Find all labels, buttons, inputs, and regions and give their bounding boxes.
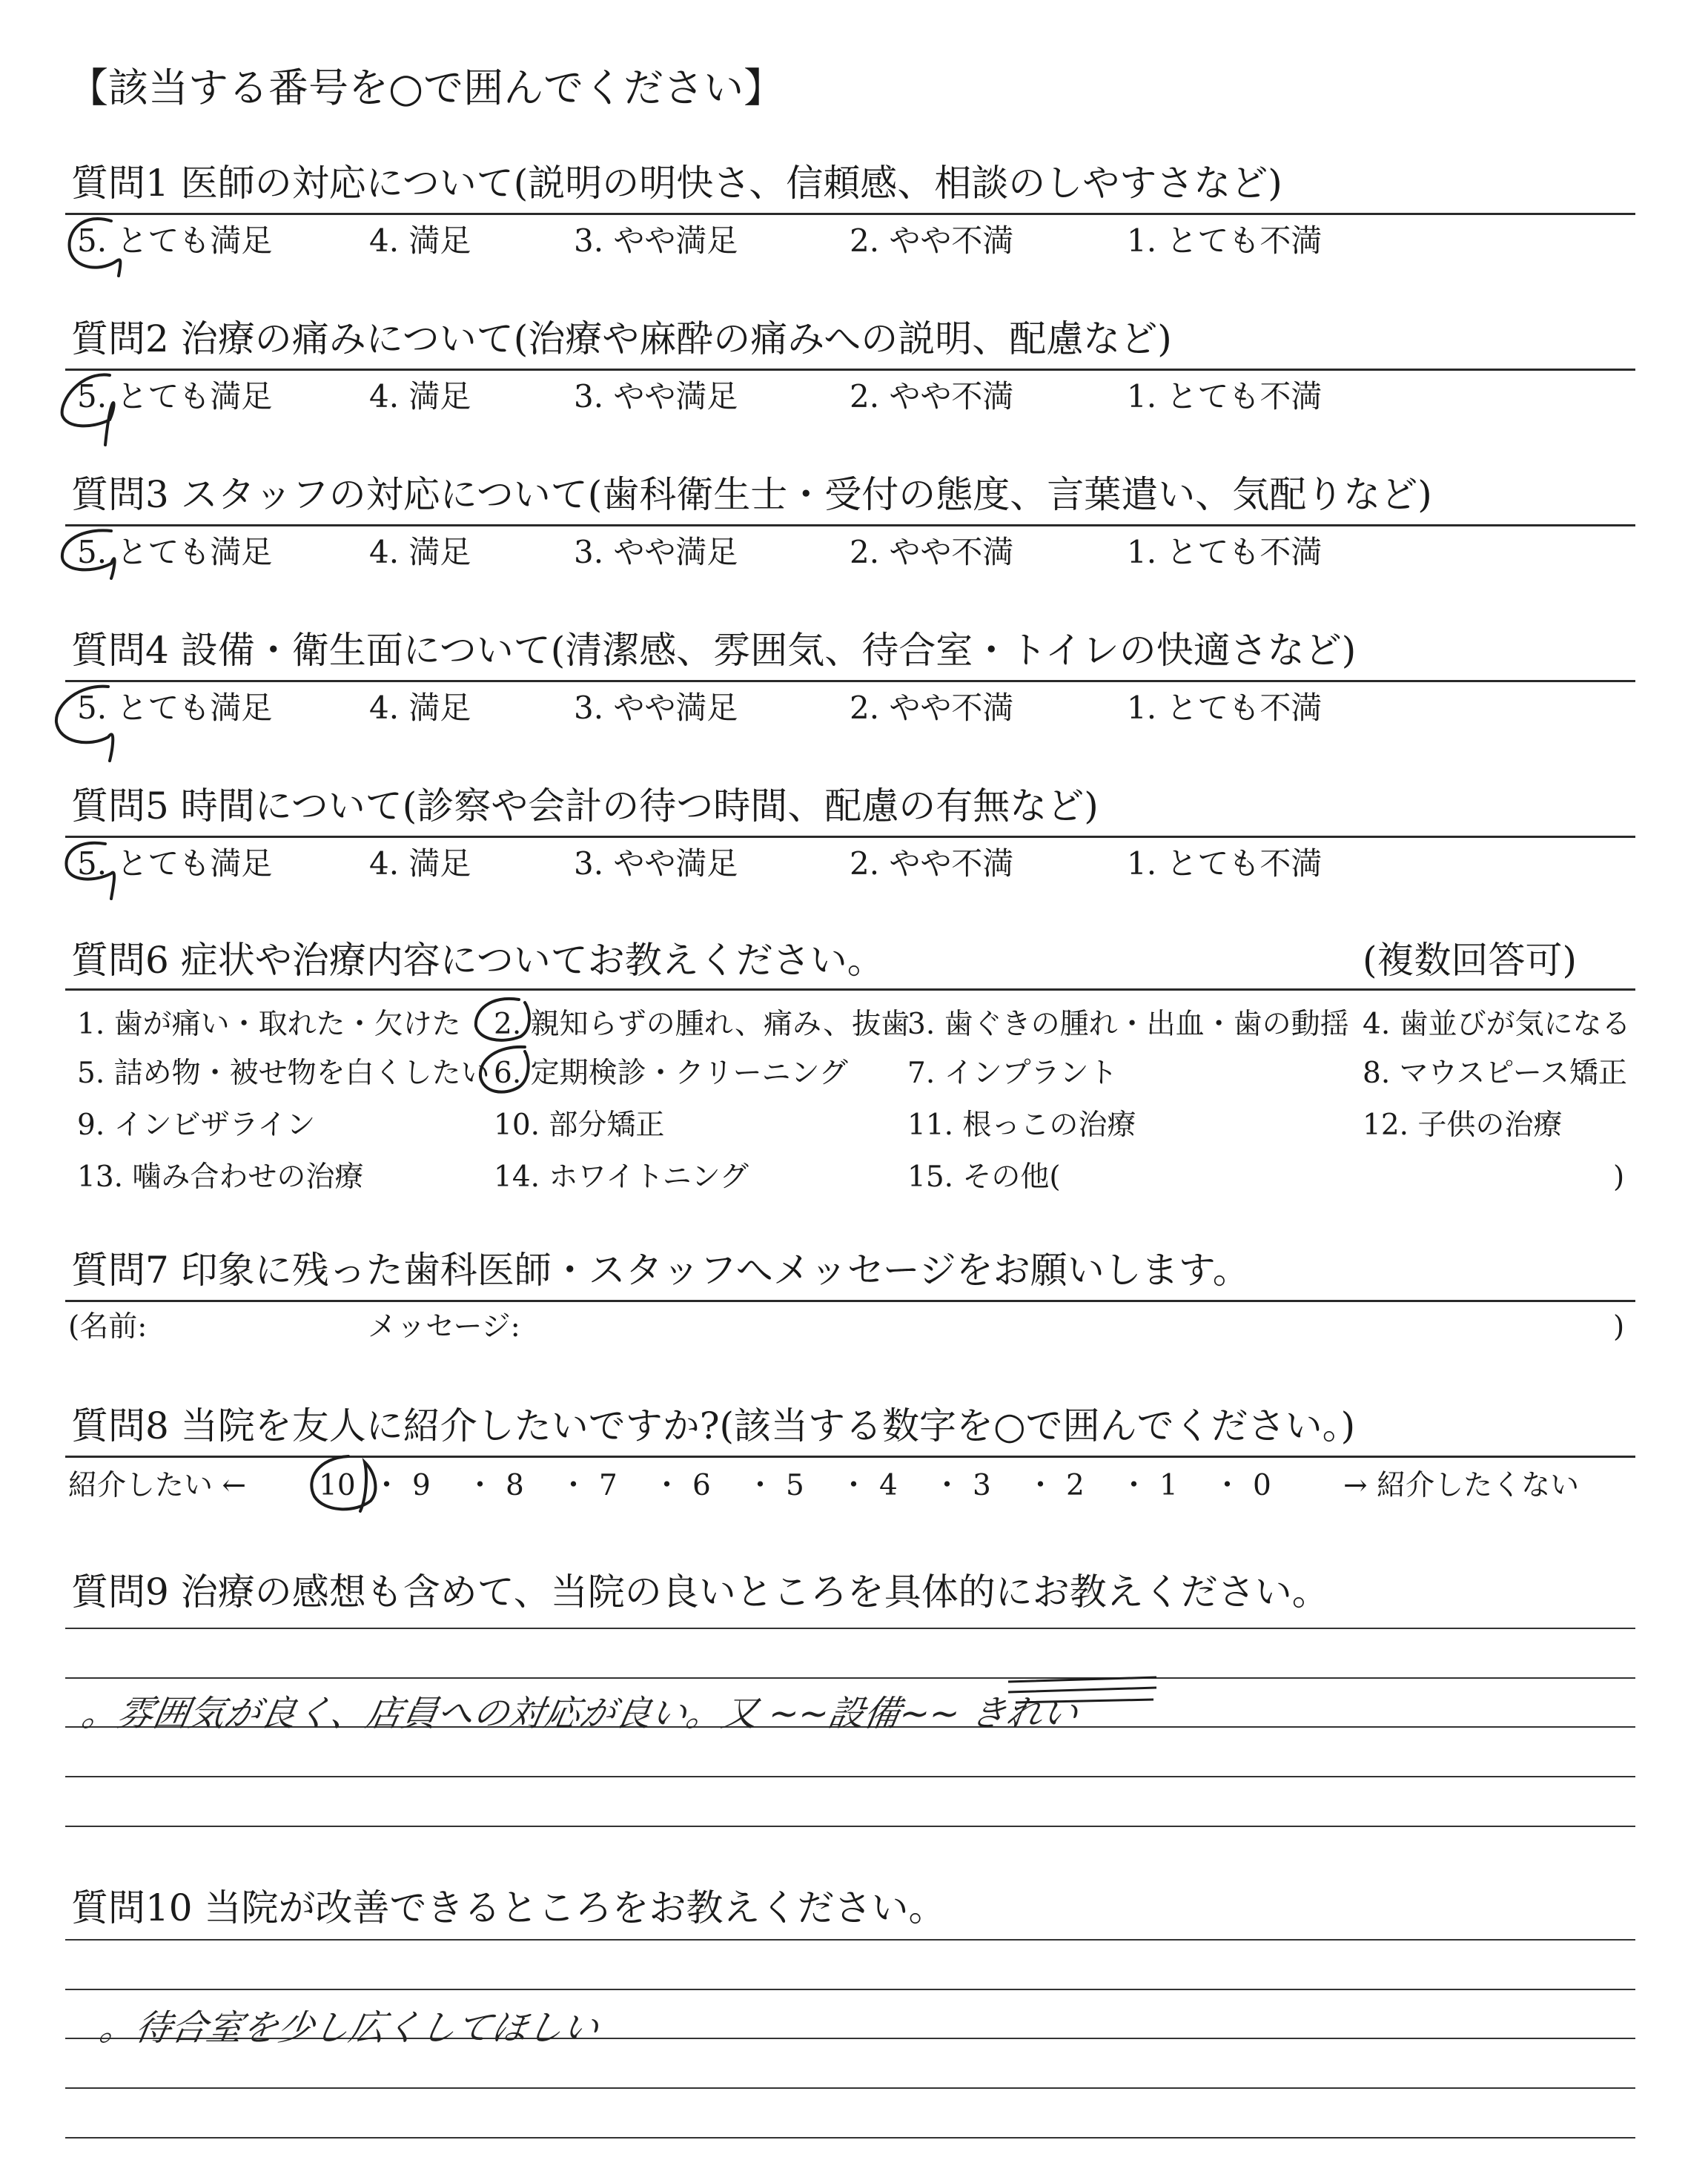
q1-option-3[interactable]: 3. やや満足 xyxy=(574,222,738,259)
q8-scale-value-8[interactable]: 8 xyxy=(506,1469,524,1502)
question-4-title: 質問4 設備・衛生面について(清潔感、雰囲気、待合室・トイレの快適さなど) xyxy=(71,629,1357,672)
q8-scale-value-1[interactable]: 1 xyxy=(1159,1469,1178,1502)
q8-scale-value-0[interactable]: 0 xyxy=(1253,1469,1271,1502)
q8-scale-separator: ・ xyxy=(559,1469,589,1502)
q7-message-label: メッセージ: xyxy=(368,1310,520,1344)
q9-line-5 xyxy=(65,1826,1635,1827)
q6-option-14[interactable]: 14. ホワイトニング xyxy=(494,1160,749,1194)
q6-option-4[interactable]: 4. 歯並びが気になる xyxy=(1363,1008,1631,1041)
q3-option-1[interactable]: 1. とても不満 xyxy=(1127,534,1323,570)
q2-option-5[interactable]: 5. とても満足 xyxy=(77,378,273,415)
question-2-rule xyxy=(65,369,1635,371)
q8-scale-value-4[interactable]: 4 xyxy=(879,1469,898,1502)
q4-option-5[interactable]: 5. とても満足 xyxy=(77,690,273,726)
q7-name-label: (名前: xyxy=(68,1310,148,1344)
form-header: 【該当する番号を○で囲んでください】 xyxy=(68,65,784,111)
q6-option-1[interactable]: 1. 歯が痛い・取れた・欠けた xyxy=(77,1008,461,1041)
question-5-title: 質問5 時間について(診察や会計の待つ時間、配慮の有無など) xyxy=(71,785,1099,828)
q3-option-4[interactable]: 4. 満足 xyxy=(369,534,471,570)
q5-option-5[interactable]: 5. とても満足 xyxy=(77,845,273,882)
question-1-rule xyxy=(65,213,1635,215)
q10-line-1 xyxy=(65,1939,1635,1941)
question-9-title: 質問9 治療の感想も含めて、当院の良いところを具体的にお教えください。 xyxy=(71,1571,1329,1614)
q10-handwritten-answer: 。待合室を少し広くしてほしい xyxy=(96,2007,603,2049)
q6-option-12[interactable]: 12. 子供の治療 xyxy=(1363,1109,1563,1142)
q2-option-2[interactable]: 2. やや不満 xyxy=(850,378,1014,415)
q9-line-4 xyxy=(65,1776,1635,1777)
q8-scale-separator: ・ xyxy=(1026,1469,1056,1502)
q8-scale-separator: ・ xyxy=(372,1469,402,1502)
question-5-rule xyxy=(65,836,1635,838)
q6-option-6[interactable]: 6. 定期検診・クリーニング xyxy=(494,1057,848,1090)
q6-option-15-close: ) xyxy=(1613,1160,1625,1194)
question-6-note: (複数回答可) xyxy=(1363,939,1578,982)
q6-option-7[interactable]: 7. インプラント xyxy=(907,1057,1118,1090)
q8-left-label: 紹介したい ← xyxy=(68,1469,247,1502)
question-8-title: 質問8 当院を友人に紹介したいですか?(該当する数字を○で囲んでください。) xyxy=(71,1404,1356,1447)
q8-scale-separator: ・ xyxy=(652,1469,682,1502)
q6-option-11[interactable]: 11. 根っこの治療 xyxy=(907,1109,1136,1142)
q8-scale-value-7[interactable]: 7 xyxy=(599,1469,618,1502)
q3-option-5[interactable]: 5. とても満足 xyxy=(77,534,273,570)
q8-right-label: → 紹介したくない xyxy=(1343,1469,1580,1502)
q6-option-9[interactable]: 9. インビザライン xyxy=(77,1109,316,1142)
q6-option-5[interactable]: 5. 詰め物・被せ物を白くしたい xyxy=(77,1057,490,1090)
q4-option-2[interactable]: 2. やや不満 xyxy=(850,690,1014,726)
q5-option-1[interactable]: 1. とても不満 xyxy=(1127,845,1323,882)
q6-option-8[interactable]: 8. マウスピース矯正 xyxy=(1363,1057,1627,1090)
question-3-title: 質問3 スタッフの対応について(歯科衛生士・受付の態度、言葉遣い、気配りなど) xyxy=(71,473,1432,516)
q7-close: ) xyxy=(1613,1310,1625,1344)
q6-option-15[interactable]: 15. その他( xyxy=(907,1160,1061,1194)
q5-option-2[interactable]: 2. やや不満 xyxy=(850,845,1014,882)
q4-option-3[interactable]: 3. やや満足 xyxy=(574,690,738,726)
question-8-rule xyxy=(65,1456,1635,1458)
q1-option-5[interactable]: 5. とても満足 xyxy=(77,222,273,259)
q10-line-5 xyxy=(65,2137,1635,2138)
q5-option-4[interactable]: 4. 満足 xyxy=(369,845,471,882)
q9-line-1 xyxy=(65,1628,1635,1629)
q3-option-2[interactable]: 2. やや不満 xyxy=(850,534,1014,570)
q8-scale-separator: ・ xyxy=(746,1469,775,1502)
q2-option-4[interactable]: 4. 満足 xyxy=(369,378,471,415)
q8-scale-value-9[interactable]: 9 xyxy=(412,1469,431,1502)
question-6-rule xyxy=(65,988,1635,991)
q8-scale-separator: ・ xyxy=(1119,1469,1149,1502)
question-6-title: 質問6 症状や治療内容についてお教えください。 xyxy=(71,939,884,982)
q6-option-13[interactable]: 13. 噛み合わせの治療 xyxy=(77,1160,364,1194)
q2-option-3[interactable]: 3. やや満足 xyxy=(574,378,738,415)
q6-option-2[interactable]: 2. 親知らずの腫れ、痛み、抜歯 xyxy=(494,1008,910,1041)
question-1-title: 質問1 医師の対応について(説明の明快さ、信頼感、相談のしやすさなど) xyxy=(71,162,1282,205)
question-4-rule xyxy=(65,680,1635,682)
q8-scale-value-10[interactable]: 10 xyxy=(319,1469,356,1502)
q3-option-3[interactable]: 3. やや満足 xyxy=(574,534,738,570)
q10-line-4 xyxy=(65,2087,1635,2089)
q9-line-2 xyxy=(65,1677,1635,1679)
q8-scale-separator: ・ xyxy=(933,1469,962,1502)
q8-scale-separator: ・ xyxy=(839,1469,869,1502)
q8-scale-separator: ・ xyxy=(1213,1469,1242,1502)
question-3-rule xyxy=(65,524,1635,526)
q1-option-2[interactable]: 2. やや不満 xyxy=(850,222,1014,259)
q4-option-4[interactable]: 4. 満足 xyxy=(369,690,471,726)
q6-option-3[interactable]: 3. 歯ぐきの腫れ・出血・歯の動揺 xyxy=(907,1008,1349,1041)
q5-option-3[interactable]: 3. やや満足 xyxy=(574,845,738,882)
q9-handwritten-answer xyxy=(79,1685,1083,1736)
q1-option-1[interactable]: 1. とても不満 xyxy=(1127,222,1323,259)
q9-answer-text: 。雰囲気が良く、店員への対応が良い。又 ~~設備~~ きれい xyxy=(79,1693,1082,1734)
q1-option-4[interactable]: 4. 満足 xyxy=(369,222,471,259)
q8-scale-value-6[interactable]: 6 xyxy=(692,1469,711,1502)
q8-scale-value-2[interactable]: 2 xyxy=(1066,1469,1085,1502)
q8-scale-value-3[interactable]: 3 xyxy=(973,1469,991,1502)
question-7-rule xyxy=(65,1300,1635,1302)
q8-scale-value-5[interactable]: 5 xyxy=(786,1469,804,1502)
q10-line-2 xyxy=(65,1989,1635,1990)
q2-option-1[interactable]: 1. とても不満 xyxy=(1127,378,1323,415)
q8-scale-separator: ・ xyxy=(466,1469,495,1502)
q4-option-1[interactable]: 1. とても不満 xyxy=(1127,690,1323,726)
question-7-title: 質問7 印象に残った歯科医師・スタッフへメッセージをお願いします。 xyxy=(71,1249,1250,1292)
question-10-title: 質問10 当院が改善できるところをお教えください。 xyxy=(71,1886,946,1929)
question-2-title: 質問2 治療の痛みについて(治療や麻酔の痛みへの説明、配慮など) xyxy=(71,317,1172,360)
q6-option-10[interactable]: 10. 部分矯正 xyxy=(494,1109,665,1142)
